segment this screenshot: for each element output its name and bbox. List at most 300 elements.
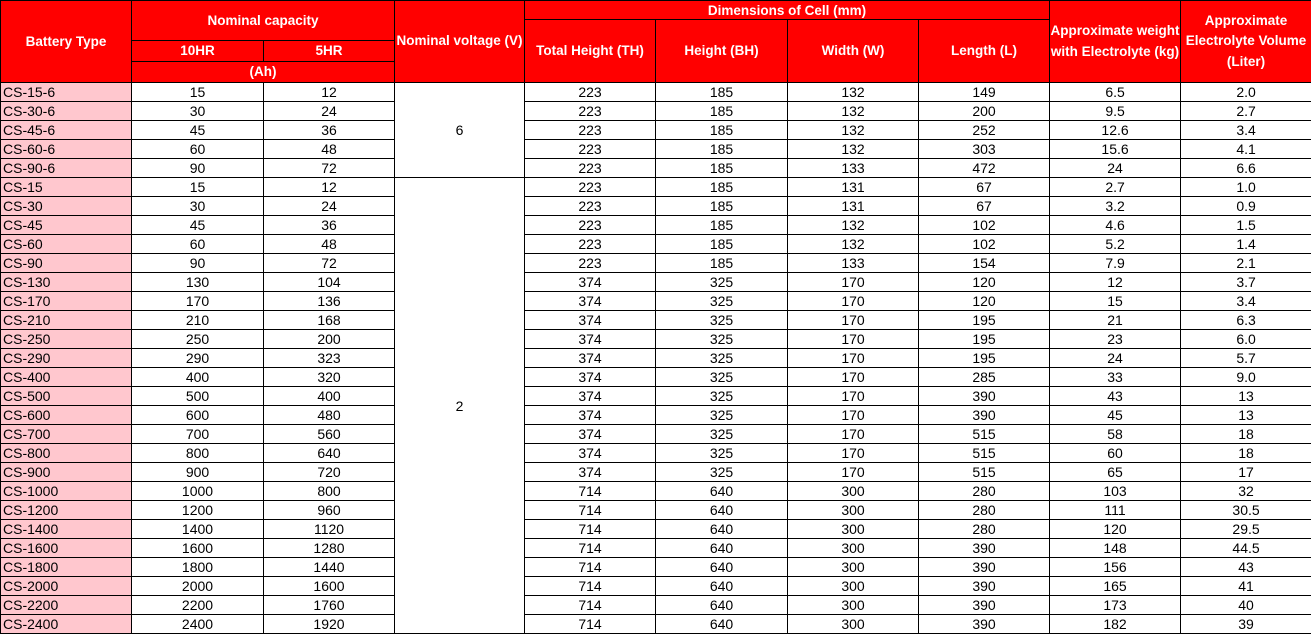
cell-10hr: 15 <box>132 83 264 102</box>
cell-length: 472 <box>919 159 1050 178</box>
cell-electrolyte: 3.4 <box>1181 121 1311 140</box>
cell-length: 67 <box>919 178 1050 197</box>
cell-total-height: 223 <box>525 159 656 178</box>
cell-5hr: 48 <box>264 140 395 159</box>
table-row <box>1 539 1311 558</box>
table-row <box>1 387 1311 406</box>
cell-5hr: 12 <box>264 83 395 102</box>
cell-10hr: 1600 <box>132 539 264 558</box>
header-battery-type: Battery Type <box>1 1 132 83</box>
cell-battery-type: CS-700 <box>1 425 132 444</box>
table-row <box>1 311 1311 330</box>
cell-weight: 24 <box>1050 349 1181 368</box>
cell-weight: 2.7 <box>1050 178 1181 197</box>
cell-electrolyte: 0.9 <box>1181 197 1311 216</box>
table-row <box>1 83 1311 102</box>
cell-width: 170 <box>788 273 919 292</box>
cell-width: 132 <box>788 216 919 235</box>
cell-height: 325 <box>656 330 788 349</box>
cell-5hr: 1120 <box>264 520 395 539</box>
table-row <box>1 558 1311 577</box>
header-total-height: Total Height (TH) <box>525 20 656 83</box>
cell-weight: 21 <box>1050 311 1181 330</box>
cell-length: 280 <box>919 482 1050 501</box>
cell-electrolyte: 40 <box>1181 596 1311 615</box>
cell-5hr: 1760 <box>264 596 395 615</box>
cell-height: 185 <box>656 235 788 254</box>
cell-total-height: 714 <box>525 577 656 596</box>
table-row <box>1 102 1311 121</box>
cell-10hr: 90 <box>132 159 264 178</box>
cell-5hr: 72 <box>264 159 395 178</box>
cell-electrolyte: 2.1 <box>1181 254 1311 273</box>
cell-height: 185 <box>656 121 788 140</box>
cell-10hr: 1400 <box>132 520 264 539</box>
header-nominal-capacity: Nominal capacity <box>132 1 395 41</box>
cell-10hr: 30 <box>132 197 264 216</box>
cell-10hr: 130 <box>132 273 264 292</box>
cell-width: 131 <box>788 178 919 197</box>
cell-electrolyte: 3.7 <box>1181 273 1311 292</box>
cell-width: 300 <box>788 539 919 558</box>
cell-weight: 148 <box>1050 539 1181 558</box>
cell-weight: 3.2 <box>1050 197 1181 216</box>
cell-electrolyte: 43 <box>1181 558 1311 577</box>
header-dimensions: Dimensions of Cell (mm) <box>525 1 1050 20</box>
cell-height: 325 <box>656 292 788 311</box>
cell-total-height: 374 <box>525 292 656 311</box>
cell-weight: 120 <box>1050 520 1181 539</box>
cell-width: 170 <box>788 406 919 425</box>
table-row <box>1 577 1311 596</box>
cell-width: 133 <box>788 159 919 178</box>
cell-5hr: 323 <box>264 349 395 368</box>
cell-electrolyte: 13 <box>1181 406 1311 425</box>
cell-height: 640 <box>656 596 788 615</box>
cell-battery-type: CS-1800 <box>1 558 132 577</box>
cell-weight: 58 <box>1050 425 1181 444</box>
cell-height: 325 <box>656 463 788 482</box>
cell-10hr: 700 <box>132 425 264 444</box>
cell-5hr: 960 <box>264 501 395 520</box>
cell-5hr: 48 <box>264 235 395 254</box>
cell-total-height: 223 <box>525 197 656 216</box>
cell-electrolyte: 32 <box>1181 482 1311 501</box>
cell-width: 170 <box>788 349 919 368</box>
cell-electrolyte: 1.0 <box>1181 178 1311 197</box>
cell-5hr: 136 <box>264 292 395 311</box>
cell-height: 185 <box>656 83 788 102</box>
cell-height: 640 <box>656 520 788 539</box>
cell-length: 280 <box>919 501 1050 520</box>
cell-height: 640 <box>656 482 788 501</box>
cell-electrolyte: 44.5 <box>1181 539 1311 558</box>
cell-width: 132 <box>788 121 919 140</box>
cell-length: 280 <box>919 520 1050 539</box>
table-row <box>1 520 1311 539</box>
cell-nominal-voltage: 2 <box>395 178 525 634</box>
cell-5hr: 36 <box>264 121 395 140</box>
cell-5hr: 720 <box>264 463 395 482</box>
cell-total-height: 714 <box>525 520 656 539</box>
cell-width: 170 <box>788 463 919 482</box>
table-row <box>1 596 1311 615</box>
cell-10hr: 15 <box>132 178 264 197</box>
cell-total-height: 714 <box>525 539 656 558</box>
cell-10hr: 2400 <box>132 615 264 634</box>
cell-length: 67 <box>919 197 1050 216</box>
cell-width: 170 <box>788 387 919 406</box>
cell-10hr: 45 <box>132 216 264 235</box>
cell-length: 285 <box>919 368 1050 387</box>
table-row <box>1 406 1311 425</box>
cell-battery-type: CS-900 <box>1 463 132 482</box>
cell-battery-type: CS-800 <box>1 444 132 463</box>
cell-total-height: 374 <box>525 349 656 368</box>
cell-width: 170 <box>788 425 919 444</box>
cell-electrolyte: 39 <box>1181 615 1311 634</box>
cell-height: 185 <box>656 159 788 178</box>
cell-total-height: 714 <box>525 501 656 520</box>
cell-battery-type: CS-1200 <box>1 501 132 520</box>
table-row <box>1 444 1311 463</box>
cell-total-height: 374 <box>525 444 656 463</box>
cell-electrolyte: 1.4 <box>1181 235 1311 254</box>
cell-battery-type: CS-500 <box>1 387 132 406</box>
cell-battery-type: CS-210 <box>1 311 132 330</box>
table-row <box>1 425 1311 444</box>
cell-height: 325 <box>656 387 788 406</box>
cell-battery-type: CS-60-6 <box>1 140 132 159</box>
cell-width: 300 <box>788 615 919 634</box>
cell-electrolyte: 13 <box>1181 387 1311 406</box>
table-row <box>1 349 1311 368</box>
header-electrolyte-volume: Approximate Electrolyte Volume (Liter) <box>1181 1 1311 83</box>
cell-weight: 23 <box>1050 330 1181 349</box>
cell-weight: 43 <box>1050 387 1181 406</box>
cell-10hr: 210 <box>132 311 264 330</box>
cell-5hr: 24 <box>264 102 395 121</box>
cell-10hr: 250 <box>132 330 264 349</box>
cell-total-height: 374 <box>525 425 656 444</box>
cell-total-height: 223 <box>525 216 656 235</box>
cell-length: 120 <box>919 273 1050 292</box>
cell-electrolyte: 4.1 <box>1181 140 1311 159</box>
cell-width: 300 <box>788 520 919 539</box>
cell-total-height: 223 <box>525 235 656 254</box>
cell-electrolyte: 30.5 <box>1181 501 1311 520</box>
cell-5hr: 1920 <box>264 615 395 634</box>
cell-weight: 24 <box>1050 159 1181 178</box>
table-body <box>1 83 1311 634</box>
cell-battery-type: CS-1600 <box>1 539 132 558</box>
cell-length: 515 <box>919 463 1050 482</box>
cell-weight: 12 <box>1050 273 1181 292</box>
cell-10hr: 2000 <box>132 577 264 596</box>
header-length-l: Length (L) <box>919 20 1050 83</box>
cell-electrolyte: 9.0 <box>1181 368 1311 387</box>
table-row <box>1 292 1311 311</box>
cell-width: 170 <box>788 444 919 463</box>
cell-width: 132 <box>788 102 919 121</box>
cell-length: 390 <box>919 615 1050 634</box>
cell-length: 390 <box>919 406 1050 425</box>
cell-height: 325 <box>656 273 788 292</box>
cell-length: 195 <box>919 330 1050 349</box>
cell-weight: 15 <box>1050 292 1181 311</box>
cell-width: 300 <box>788 577 919 596</box>
cell-total-height: 714 <box>525 558 656 577</box>
header-10hr: 10HR <box>132 41 264 62</box>
cell-width: 300 <box>788 482 919 501</box>
cell-10hr: 1800 <box>132 558 264 577</box>
cell-battery-type: CS-1000 <box>1 482 132 501</box>
cell-width: 300 <box>788 596 919 615</box>
cell-5hr: 640 <box>264 444 395 463</box>
cell-length: 303 <box>919 140 1050 159</box>
cell-5hr: 400 <box>264 387 395 406</box>
cell-electrolyte: 6.3 <box>1181 311 1311 330</box>
table-row <box>1 121 1311 140</box>
header-5hr: 5HR <box>264 41 395 62</box>
table-row <box>1 197 1311 216</box>
cell-height: 185 <box>656 197 788 216</box>
cell-10hr: 1000 <box>132 482 264 501</box>
cell-weight: 33 <box>1050 368 1181 387</box>
cell-nominal-voltage: 6 <box>395 83 525 178</box>
cell-battery-type: CS-400 <box>1 368 132 387</box>
table-row <box>1 615 1311 634</box>
cell-height: 185 <box>656 102 788 121</box>
cell-5hr: 24 <box>264 197 395 216</box>
cell-total-height: 714 <box>525 615 656 634</box>
cell-5hr: 72 <box>264 254 395 273</box>
cell-weight: 173 <box>1050 596 1181 615</box>
cell-width: 132 <box>788 83 919 102</box>
cell-10hr: 900 <box>132 463 264 482</box>
cell-battery-type: CS-170 <box>1 292 132 311</box>
cell-10hr: 500 <box>132 387 264 406</box>
cell-battery-type: CS-2000 <box>1 577 132 596</box>
cell-battery-type: CS-30-6 <box>1 102 132 121</box>
cell-length: 252 <box>919 121 1050 140</box>
table-row <box>1 482 1311 501</box>
cell-weight: 4.6 <box>1050 216 1181 235</box>
table-row <box>1 178 1311 197</box>
cell-width: 300 <box>788 558 919 577</box>
cell-height: 640 <box>656 558 788 577</box>
table-row <box>1 330 1311 349</box>
cell-total-height: 374 <box>525 406 656 425</box>
cell-10hr: 400 <box>132 368 264 387</box>
cell-weight: 6.5 <box>1050 83 1181 102</box>
cell-battery-type: CS-15 <box>1 178 132 197</box>
cell-5hr: 1440 <box>264 558 395 577</box>
cell-electrolyte: 2.7 <box>1181 102 1311 121</box>
cell-battery-type: CS-250 <box>1 330 132 349</box>
cell-height: 640 <box>656 615 788 634</box>
cell-10hr: 90 <box>132 254 264 273</box>
cell-length: 102 <box>919 216 1050 235</box>
cell-weight: 156 <box>1050 558 1181 577</box>
cell-weight: 5.2 <box>1050 235 1181 254</box>
cell-total-height: 223 <box>525 254 656 273</box>
cell-width: 132 <box>788 140 919 159</box>
cell-total-height: 374 <box>525 330 656 349</box>
cell-battery-type: CS-600 <box>1 406 132 425</box>
table-row <box>1 159 1311 178</box>
cell-battery-type: CS-45-6 <box>1 121 132 140</box>
cell-total-height: 223 <box>525 83 656 102</box>
cell-5hr: 560 <box>264 425 395 444</box>
cell-width: 170 <box>788 330 919 349</box>
table-row <box>1 273 1311 292</box>
cell-width: 131 <box>788 197 919 216</box>
table-row <box>1 463 1311 482</box>
cell-10hr: 60 <box>132 140 264 159</box>
cell-battery-type: CS-60 <box>1 235 132 254</box>
cell-total-height: 223 <box>525 121 656 140</box>
cell-battery-type: CS-290 <box>1 349 132 368</box>
cell-height: 325 <box>656 349 788 368</box>
cell-5hr: 104 <box>264 273 395 292</box>
cell-width: 133 <box>788 254 919 273</box>
cell-total-height: 223 <box>525 140 656 159</box>
cell-width: 170 <box>788 292 919 311</box>
cell-5hr: 800 <box>264 482 395 501</box>
cell-height: 325 <box>656 425 788 444</box>
cell-electrolyte: 5.7 <box>1181 349 1311 368</box>
cell-weight: 111 <box>1050 501 1181 520</box>
cell-electrolyte: 1.5 <box>1181 216 1311 235</box>
cell-5hr: 1600 <box>264 577 395 596</box>
cell-length: 390 <box>919 596 1050 615</box>
cell-weight: 15.6 <box>1050 140 1181 159</box>
cell-length: 515 <box>919 444 1050 463</box>
cell-total-height: 714 <box>525 482 656 501</box>
cell-battery-type: CS-90 <box>1 254 132 273</box>
cell-10hr: 30 <box>132 102 264 121</box>
cell-width: 170 <box>788 311 919 330</box>
cell-weight: 60 <box>1050 444 1181 463</box>
cell-battery-type: CS-1400 <box>1 520 132 539</box>
cell-battery-type: CS-2200 <box>1 596 132 615</box>
cell-battery-type: CS-15-6 <box>1 83 132 102</box>
cell-height: 325 <box>656 406 788 425</box>
cell-height: 185 <box>656 178 788 197</box>
cell-battery-type: CS-2400 <box>1 615 132 634</box>
cell-battery-type: CS-30 <box>1 197 132 216</box>
cell-length: 390 <box>919 387 1050 406</box>
cell-10hr: 1200 <box>132 501 264 520</box>
cell-height: 185 <box>656 254 788 273</box>
cell-5hr: 320 <box>264 368 395 387</box>
cell-total-height: 374 <box>525 273 656 292</box>
cell-electrolyte: 17 <box>1181 463 1311 482</box>
cell-height: 325 <box>656 311 788 330</box>
cell-battery-type: CS-130 <box>1 273 132 292</box>
cell-height: 640 <box>656 501 788 520</box>
cell-total-height: 223 <box>525 102 656 121</box>
cell-length: 102 <box>919 235 1050 254</box>
cell-electrolyte: 6.0 <box>1181 330 1311 349</box>
cell-weight: 9.5 <box>1050 102 1181 121</box>
cell-electrolyte: 41 <box>1181 577 1311 596</box>
cell-length: 195 <box>919 349 1050 368</box>
cell-length: 120 <box>919 292 1050 311</box>
cell-weight: 65 <box>1050 463 1181 482</box>
cell-battery-type: CS-90-6 <box>1 159 132 178</box>
cell-electrolyte: 2.0 <box>1181 83 1311 102</box>
cell-weight: 45 <box>1050 406 1181 425</box>
cell-height: 640 <box>656 539 788 558</box>
cell-height: 325 <box>656 368 788 387</box>
cell-length: 195 <box>919 311 1050 330</box>
cell-total-height: 374 <box>525 463 656 482</box>
cell-length: 149 <box>919 83 1050 102</box>
cell-length: 390 <box>919 577 1050 596</box>
cell-length: 390 <box>919 558 1050 577</box>
cell-length: 154 <box>919 254 1050 273</box>
cell-electrolyte: 18 <box>1181 444 1311 463</box>
cell-weight: 12.6 <box>1050 121 1181 140</box>
cell-5hr: 12 <box>264 178 395 197</box>
table-row <box>1 216 1311 235</box>
cell-electrolyte: 3.4 <box>1181 292 1311 311</box>
cell-weight: 182 <box>1050 615 1181 634</box>
cell-height: 185 <box>656 140 788 159</box>
table-header <box>1 1 1311 83</box>
cell-10hr: 60 <box>132 235 264 254</box>
cell-5hr: 200 <box>264 330 395 349</box>
cell-5hr: 480 <box>264 406 395 425</box>
header-nominal-voltage: Nominal voltage (V) <box>395 1 525 83</box>
cell-electrolyte: 18 <box>1181 425 1311 444</box>
cell-10hr: 600 <box>132 406 264 425</box>
cell-height: 185 <box>656 216 788 235</box>
cell-height: 325 <box>656 444 788 463</box>
cell-total-height: 374 <box>525 311 656 330</box>
cell-total-height: 374 <box>525 368 656 387</box>
cell-electrolyte: 29.5 <box>1181 520 1311 539</box>
cell-weight: 7.9 <box>1050 254 1181 273</box>
cell-total-height: 223 <box>525 178 656 197</box>
header-ah-unit: (Ah) <box>132 62 395 83</box>
table-row <box>1 140 1311 159</box>
cell-total-height: 374 <box>525 387 656 406</box>
cell-10hr: 290 <box>132 349 264 368</box>
cell-electrolyte: 6.6 <box>1181 159 1311 178</box>
table-row <box>1 254 1311 273</box>
cell-5hr: 168 <box>264 311 395 330</box>
cell-10hr: 170 <box>132 292 264 311</box>
table-row <box>1 235 1311 254</box>
table-row <box>1 368 1311 387</box>
cell-length: 200 <box>919 102 1050 121</box>
cell-battery-type: CS-45 <box>1 216 132 235</box>
header-weight: Approximate weight with Electrolyte (kg) <box>1050 1 1181 83</box>
header-height-bh: Height (BH) <box>656 20 788 83</box>
cell-5hr: 1280 <box>264 539 395 558</box>
cell-height: 640 <box>656 577 788 596</box>
cell-width: 300 <box>788 501 919 520</box>
cell-weight: 165 <box>1050 577 1181 596</box>
table-row <box>1 501 1311 520</box>
cell-length: 515 <box>919 425 1050 444</box>
header-width-w: Width (W) <box>788 20 919 83</box>
cell-10hr: 800 <box>132 444 264 463</box>
cell-total-height: 714 <box>525 596 656 615</box>
